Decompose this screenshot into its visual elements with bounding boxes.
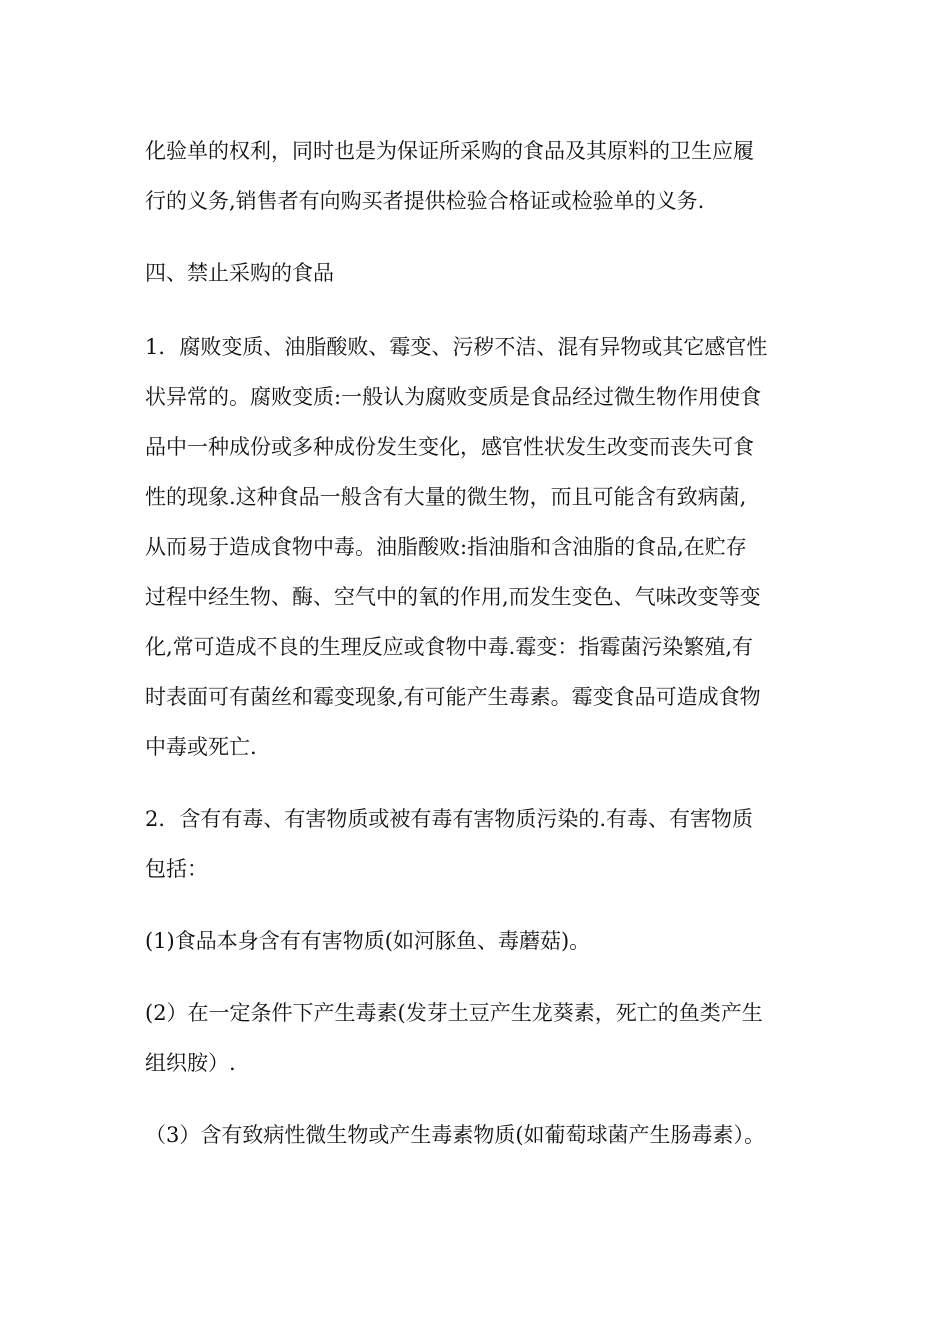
list-item: (1)食品本身含有有害物质(如河豚鱼、毒蘑菇)。 — [145, 929, 591, 953]
body-text-line: 性的现象.这种食品一般含有大量的微生物，而且可能含有致病菌, — [145, 485, 747, 509]
body-text-line: 时表面可有菌丝和霉变现象,有可能产生毒素。霉变食品可造成食物 — [145, 685, 761, 709]
body-text-line: 从而易于造成食物中毒。油脂酸败:指油脂和含油脂的食品,在贮存 — [145, 535, 747, 559]
body-text-line: 过程中经生物、酶、空气中的氧的作用,而发生变色、气味改变等变 — [145, 585, 761, 609]
body-text-line: 化验单的权利，同时也是为保证所采购的食品及其原料的卫生应履 — [145, 139, 754, 163]
list-item: (2）在一定条件下产生毒素(发芽土豆产生龙葵素，死亡的鱼类产生 — [145, 1001, 763, 1025]
body-text-line: 状异常的。腐败变质:一般认为腐败变质是食品经过微生物作用使食 — [145, 385, 762, 409]
body-text-line: 行的义务,销售者有向购买者提供检验合格证或检验单的义务. — [145, 189, 705, 213]
body-text-line: 化,常可造成不良的生理反应或食物中毒.霉变：指霉菌污染繁殖,有 — [145, 635, 754, 659]
body-text-line: 品中一种成份或多种成份发生变化，感官性状发生改变而丧失可食 — [145, 435, 754, 459]
body-text-line: 2．含有有毒、有害物质或被有毒有害物质污染的.有毒、有害物质 — [145, 807, 754, 831]
section-heading: 四、禁止采购的食品 — [145, 261, 334, 285]
list-item: （3）含有致病性微生物或产生毒素物质(如葡萄球菌产生肠毒素）。 — [145, 1123, 766, 1147]
body-text-line: 中毒或死亡. — [145, 735, 257, 759]
list-item-continuation: 组织胺）. — [145, 1051, 236, 1075]
body-text-line: 1．腐败变质、油脂酸败、霉变、污秽不洁、混有异物或其它感官性 — [145, 335, 768, 359]
body-text-line: 包括： — [145, 857, 208, 881]
